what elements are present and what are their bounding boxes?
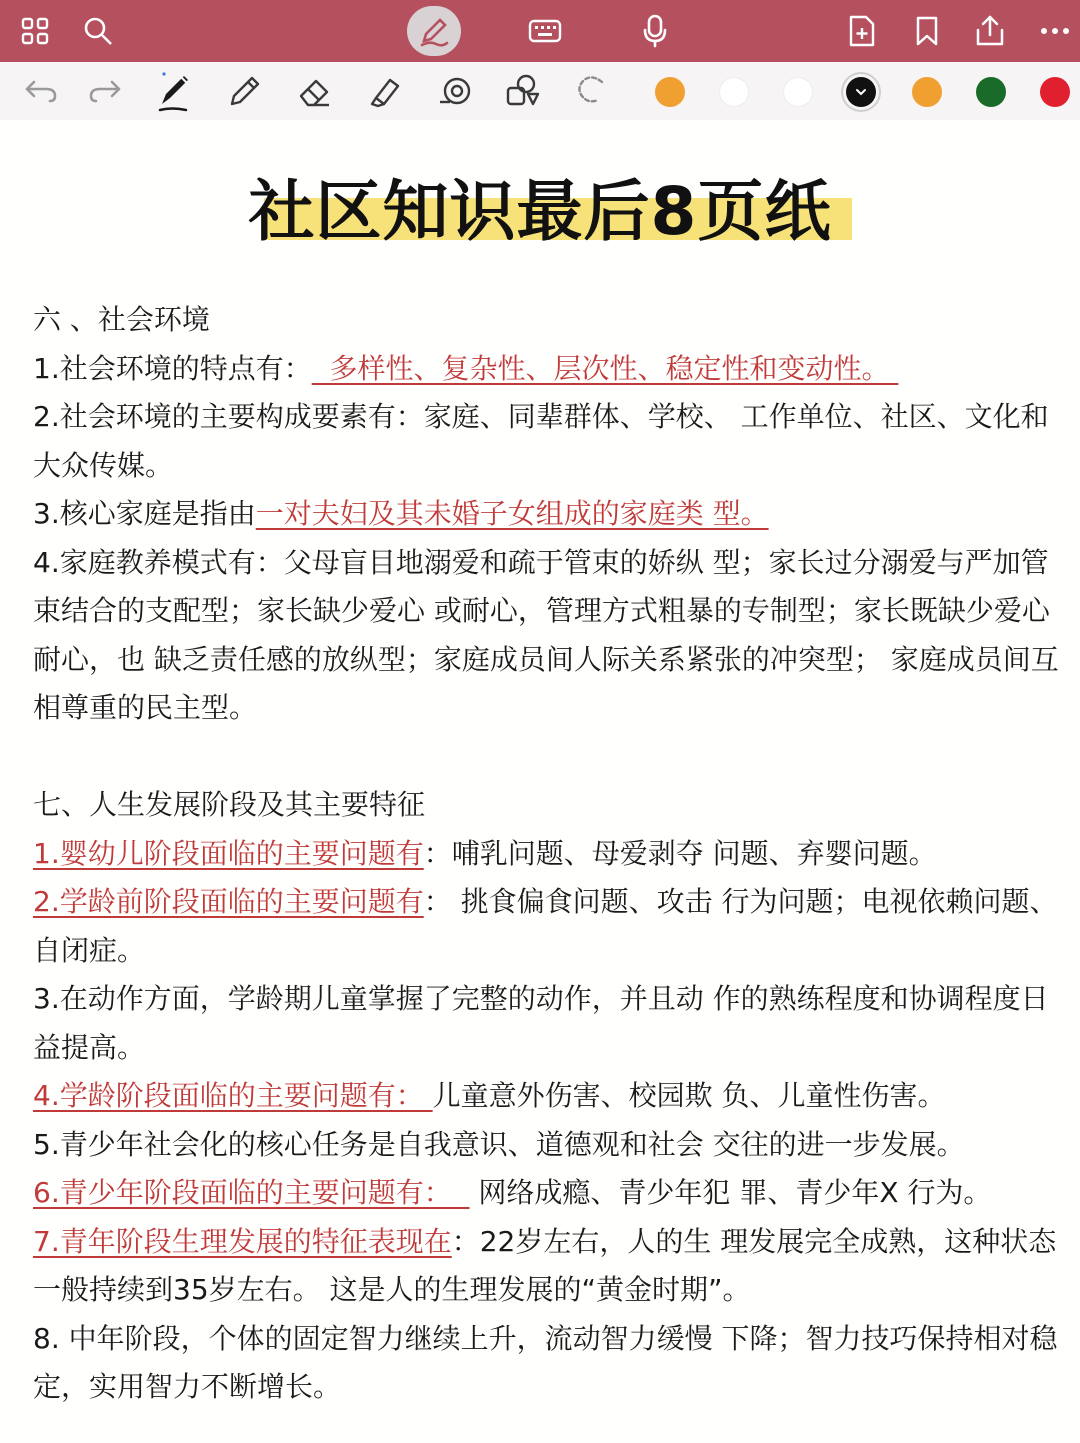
note-line: 3.在动作方面，学龄期儿童掌握了完整的动作，并且动 作的熟练程度和协调程度日益提高。: [33, 982, 1049, 1064]
fountain-pen-icon[interactable]: [150, 62, 198, 120]
red-annotation: 4.学龄阶段面临的主要问题有：: [33, 1079, 433, 1112]
red-annotation: 2.学龄前阶段面临的主要问题有: [33, 885, 424, 918]
note-line: 1.社会环境的特点有： 多样性、复杂性、层次性、稳定性和变动性。: [33, 351, 899, 385]
undo-icon[interactable]: [22, 62, 60, 120]
note-line: 4.学龄阶段面临的主要问题有： 儿童意外伤害、校园欺 负、儿童性伤害。: [33, 1079, 946, 1112]
chevron-down-icon: [846, 77, 876, 107]
color-swatch-black-selected[interactable]: [846, 77, 876, 107]
note-line: 2.学龄前阶段面临的主要问题有： 挑食偏食问题、攻击 行为问题；电视依赖问题、自闭症。: [33, 885, 1058, 967]
element-icon[interactable]: [502, 62, 546, 120]
red-annotation: 6.青少年阶段面临的主要问题有：: [33, 1176, 470, 1209]
more-icon[interactable]: [1038, 0, 1072, 62]
note-line: 2.社会环境的主要构成要素有：家庭、同辈群体、学校、 工作单位、社区、文化和大众传媒。: [33, 400, 1049, 482]
section-heading: 七、人生发展阶段及其主要特征: [33, 788, 426, 821]
note-line: 4.家庭教养模式有：父母盲目地溺爱和疏于管束的娇纵 型；家长过分溺爱与严加管束结合的支配型；家长缺少爱心 或耐心，管理方式粗暴的专制型；家长既缺少爱心耐心，也 缺乏责任感的放纵型；家庭成员间人际关系紧张的冲突型； 家庭成员间互相尊重的民主型。: [33, 545, 1059, 724]
section-heading: 六 、社会环境: [33, 303, 210, 336]
note-content: [33, 296, 1065, 1412]
note-line: 3.核心家庭是指由一对夫妇及其未婚子女组成的家庭类 型。: [33, 497, 769, 530]
color-swatch-green[interactable]: [976, 77, 1006, 107]
microphone-icon[interactable]: [640, 0, 670, 62]
red-annotation: 多样性、复杂性、层次性、稳定性和变动性。: [311, 351, 899, 385]
color-swatch-orange-2[interactable]: [912, 77, 942, 107]
color-swatch-orange[interactable]: [655, 77, 685, 107]
note-line: 8. 中年阶段，个体的固定智力继续上升，流动智力缓慢 下降；智力技巧保持相对稳定，实用智力不断增长。: [33, 1321, 1058, 1403]
red-annotation: 1.婴幼儿阶段面临的主要问题有: [33, 836, 424, 870]
pencil-icon[interactable]: [224, 62, 266, 120]
note-line: 5.青少年社会化的核心任务是自我意识、道德观和社会 交往的进一步发展。: [33, 1127, 965, 1161]
highlighter-icon[interactable]: [364, 62, 406, 120]
add-page-icon[interactable]: [846, 0, 878, 62]
red-annotation: 7.青年阶段生理发展的特征表现在: [33, 1224, 452, 1258]
note-line: 7.青年阶段生理发展的特征表现在：22岁左右，人的生 理发展完全成熟，这种状态一般持续到35岁左右。 这是人的生理发展的“黄金时期”。: [33, 1224, 1057, 1306]
color-swatch-red[interactable]: [1040, 77, 1070, 107]
shape-icon[interactable]: [434, 62, 476, 120]
bookmark-icon[interactable]: [912, 0, 942, 62]
color-swatch-white-1[interactable]: [719, 77, 749, 107]
color-swatch-white-2[interactable]: [783, 77, 813, 107]
grid-icon[interactable]: [18, 0, 52, 62]
note-line: 6.青少年阶段面临的主要问题有： 网络成瘾、青少年犯 罪、青少年X 行为。: [33, 1176, 992, 1209]
share-icon[interactable]: [972, 0, 1008, 62]
pen-mode-icon: [414, 0, 454, 62]
redo-icon[interactable]: [86, 62, 124, 120]
page-title: 社区知识最后8页纸: [248, 173, 832, 250]
spacer: [33, 733, 1065, 782]
keyboard-icon[interactable]: [526, 0, 564, 62]
red-annotation: 一对夫妇及其未婚子女组成的家庭类 型。: [255, 497, 769, 530]
search-icon[interactable]: [80, 0, 116, 62]
lasso-icon[interactable]: [572, 62, 614, 120]
note-line: 1.婴幼儿阶段面临的主要问题有：哺乳问题、母爱剥夺 问题、弃婴问题。: [33, 836, 937, 870]
eraser-icon[interactable]: [294, 62, 336, 120]
